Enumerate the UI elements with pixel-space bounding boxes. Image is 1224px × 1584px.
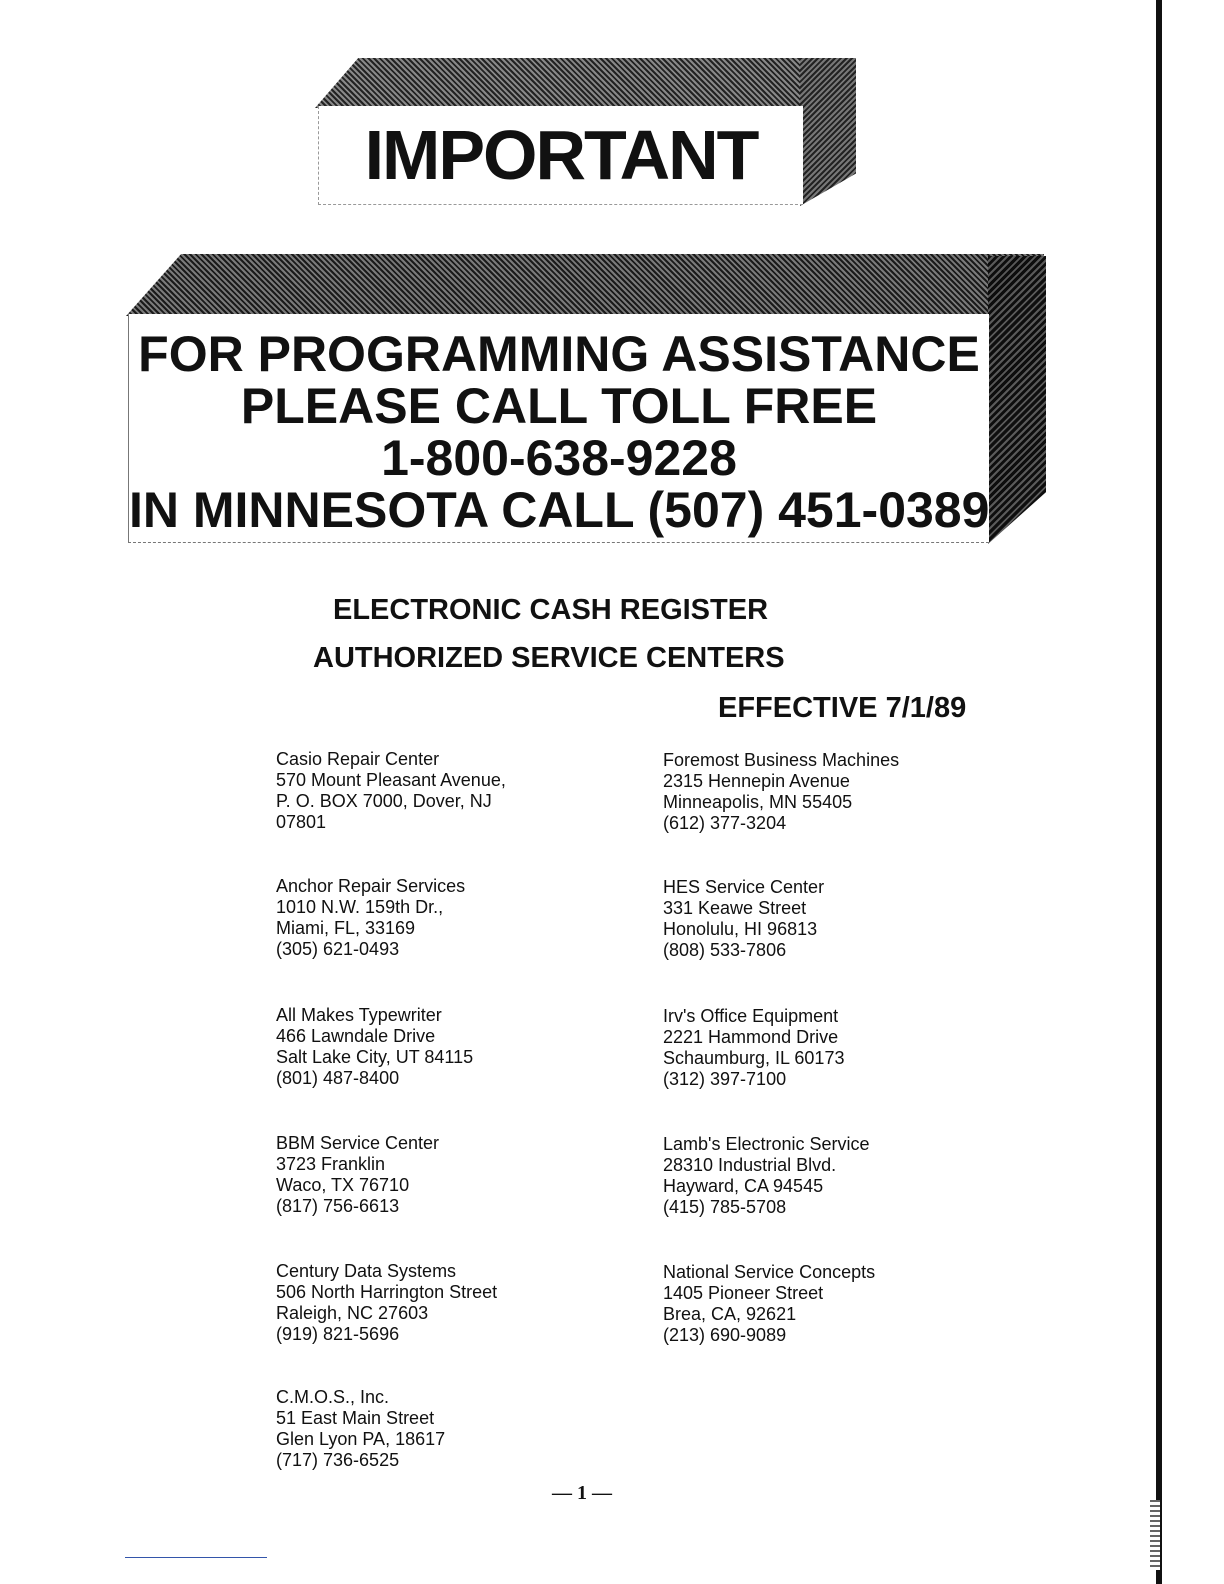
service-center-phone: (808) 533-7806 — [663, 940, 787, 960]
service-center-entry — [663, 1006, 844, 1090]
important-banner-shadow-side — [800, 58, 856, 206]
service-center-address: Brea, CA, 92621 — [663, 1304, 797, 1324]
assistance-box — [128, 314, 989, 543]
service-center-entry — [276, 1387, 445, 1471]
scan-artifact — [1150, 1500, 1160, 1570]
service-center-address: 1010 N.W. 159th Dr., — [276, 897, 444, 917]
service-center-address: 07801 — [276, 812, 327, 832]
assistance-minnesota-line: IN MINNESOTA CALL (507) 451-0389 — [129, 482, 990, 538]
service-center-address: Glen Lyon PA, 18617 — [276, 1429, 446, 1449]
service-center-name: BBM Service Center — [276, 1133, 440, 1153]
important-banner — [318, 106, 803, 205]
service-center-phone: (415) 785-5708 — [663, 1197, 787, 1217]
service-center-phone: (817) 756-6613 — [276, 1196, 400, 1216]
heading-authorized-service-centers: AUTHORIZED SERVICE CENTERS — [313, 642, 785, 674]
service-center-address: Miami, FL, 33169 — [276, 918, 416, 938]
service-center-address: 506 North Harrington Street — [276, 1282, 498, 1302]
assistance-line-2: PLEASE CALL TOLL FREE — [240, 378, 878, 434]
service-center-address: Honolulu, HI 96813 — [663, 919, 818, 939]
important-banner-text: IMPORTANT — [364, 116, 758, 194]
service-center-name: Foremost Business Machines — [663, 750, 900, 770]
service-center-entry — [276, 1261, 497, 1345]
service-center-entry — [276, 1005, 473, 1089]
service-center-phone: (213) 690-9089 — [663, 1325, 787, 1345]
assistance-box-shadow-side — [988, 256, 1046, 544]
assistance-box-shadow-top — [126, 254, 1044, 316]
service-center-phone: (312) 397-7100 — [663, 1069, 787, 1089]
heading-effective-date: EFFECTIVE 7/1/89 — [718, 692, 967, 724]
service-center-name: Lamb's Electronic Service — [663, 1134, 870, 1154]
service-center-address: Minneapolis, MN 55405 — [663, 792, 853, 812]
service-center-address: 2221 Hammond Drive — [663, 1027, 839, 1047]
service-center-name: HES Service Center — [663, 877, 825, 897]
service-center-address: 2315 Hennepin Avenue — [663, 771, 850, 791]
service-center-entry — [663, 750, 899, 834]
service-center-entry — [276, 876, 465, 960]
service-center-address: 1405 Pioneer Street — [663, 1283, 824, 1303]
service-center-address: Salt Lake City, UT 84115 — [276, 1047, 474, 1067]
service-center-name: All Makes Typewriter — [276, 1005, 442, 1025]
assistance-line-1: FOR PROGRAMMING ASSISTANCE — [138, 326, 980, 382]
service-center-address: Schaumburg, IL 60173 — [663, 1048, 845, 1068]
service-center-address: P. O. BOX 7000, Dover, NJ — [276, 791, 492, 811]
service-center-address: 51 East Main Street — [276, 1408, 435, 1428]
service-center-address: Hayward, CA 94545 — [663, 1176, 824, 1196]
service-center-phone: (919) 821-5696 — [276, 1324, 400, 1344]
service-center-phone: (801) 487-8400 — [276, 1068, 400, 1088]
assistance-phone-number: 1-800-638-9228 — [381, 430, 737, 486]
service-center-address: Waco, TX 76710 — [276, 1175, 410, 1195]
service-center-name: Century Data Systems — [276, 1261, 457, 1281]
page-number: — 1 — — [552, 1482, 612, 1504]
heading-electronic-cash-register: ELECTRONIC CASH REGISTER — [333, 594, 769, 626]
service-center-phone: (305) 621-0493 — [276, 939, 400, 959]
service-center-entry — [663, 877, 824, 961]
service-center-name: C.M.O.S., Inc. — [276, 1387, 390, 1407]
service-center-name: National Service Concepts — [663, 1262, 876, 1282]
service-center-name: Anchor Repair Services — [276, 876, 466, 896]
important-banner-shadow-top — [315, 58, 855, 108]
service-center-name: Irv's Office Equipment — [663, 1006, 839, 1026]
service-center-entry — [276, 1133, 439, 1217]
service-center-phone: (717) 736-6525 — [276, 1450, 400, 1470]
service-center-address: 466 Lawndale Drive — [276, 1026, 436, 1046]
service-center-address: 570 Mount Pleasant Avenue, — [276, 770, 506, 790]
right-edge-rule — [1156, 0, 1162, 1584]
service-center-address: 3723 Franklin — [276, 1154, 386, 1174]
service-center-entry — [663, 1134, 870, 1218]
service-center-entry — [276, 749, 506, 833]
service-center-address: 28310 Industrial Blvd. — [663, 1155, 837, 1175]
service-center-address: Raleigh, NC 27603 — [276, 1303, 429, 1323]
service-center-name: Casio Repair Center — [276, 749, 440, 769]
service-center-address: 331 Keawe Street — [663, 898, 807, 918]
service-center-phone: (612) 377-3204 — [663, 813, 787, 833]
bottom-rule — [125, 1557, 267, 1558]
service-center-entry — [663, 1262, 875, 1346]
